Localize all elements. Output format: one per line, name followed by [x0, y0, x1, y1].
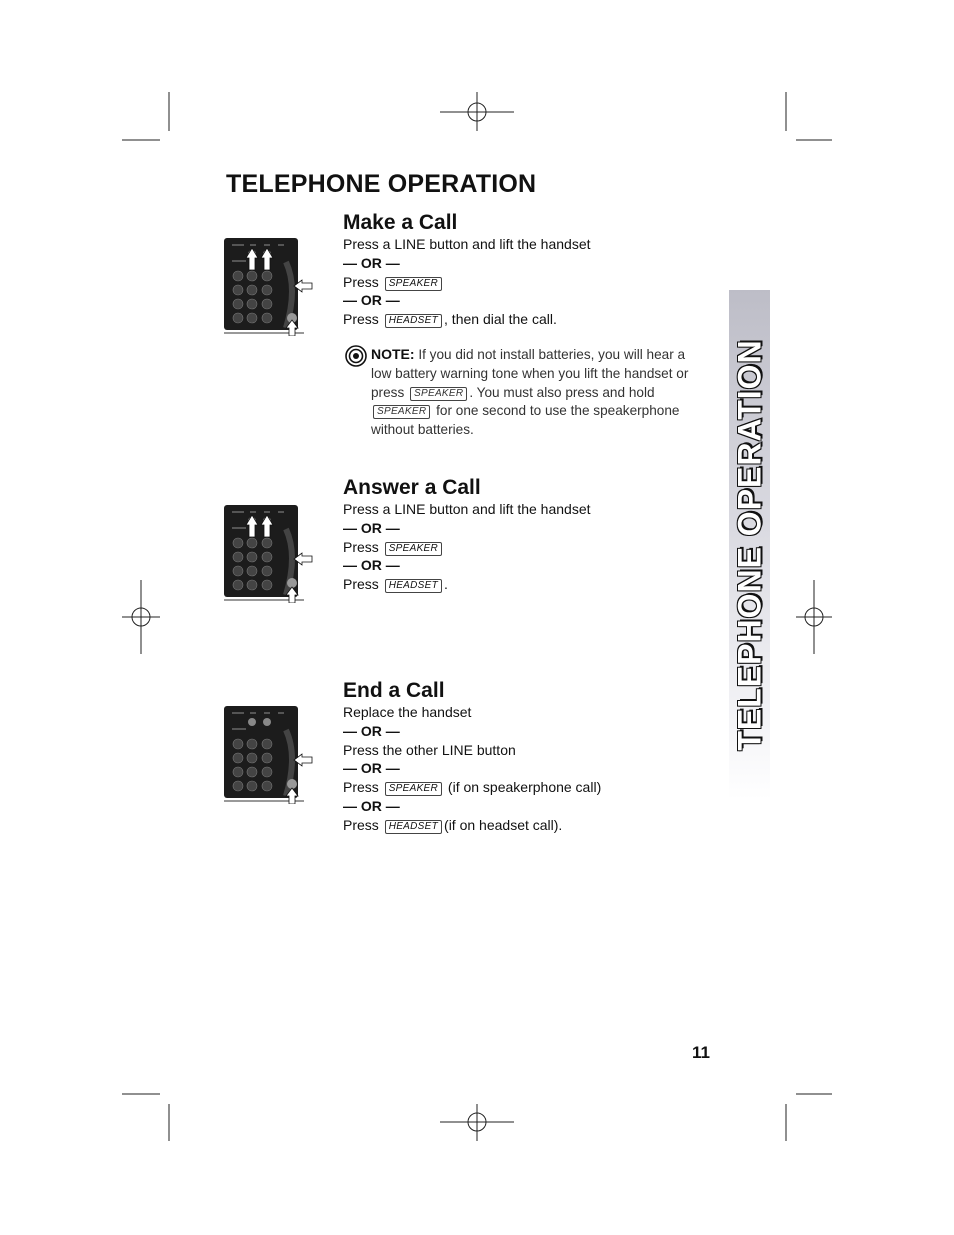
end-call-headset-step	[343, 816, 601, 835]
or-separator: — OR —	[343, 292, 400, 309]
side-tab-label: TELEPHONE OPERATION	[731, 339, 767, 751]
answer-call-headset-step	[343, 575, 591, 594]
phone-keypad-illustration-make-call	[224, 238, 314, 336]
speaker-key: SPEAKER	[385, 782, 442, 796]
note-text-part3: for one second to use the speakerphone without batteries.	[371, 403, 680, 438]
headset-key: HEADSET	[385, 314, 442, 328]
press-text: Press	[343, 576, 379, 593]
speaker-key: SPEAKER	[385, 277, 442, 291]
after-headset-text: .	[444, 576, 448, 593]
press-text: Press	[343, 311, 379, 328]
end-call-speaker-step	[343, 778, 601, 797]
note-text	[371, 345, 695, 440]
or-separator: — OR —	[343, 722, 400, 739]
headset-key: HEADSET	[385, 579, 442, 593]
answer-call-title: Answer a Call	[343, 476, 481, 499]
note-text-part2: . You must also press and hold	[469, 384, 655, 400]
side-tab	[729, 290, 770, 800]
end-call-steps	[343, 703, 601, 835]
make-call-line1: Press a LINE button and lift the handset	[343, 236, 591, 252]
press-text: Press	[343, 273, 379, 290]
or-separator: — OR —	[343, 519, 400, 536]
or-separator: — OR —	[343, 557, 400, 574]
make-call-title: Make a Call	[343, 211, 458, 234]
speaker-key: SPEAKER	[385, 542, 442, 556]
note-text-part1: If you did not install batteries, you will hear a low battery warning tone when you lift the handset or press	[371, 347, 689, 400]
phone-keypad-illustration-end-call	[224, 706, 314, 804]
page-title: TELEPHONE OPERATION	[226, 170, 537, 198]
make-call-speaker-step	[343, 273, 591, 292]
note-target-icon	[345, 345, 367, 367]
or-separator: — OR —	[343, 254, 400, 271]
note-label: NOTE:	[371, 346, 415, 362]
press-text: Press	[343, 779, 379, 796]
speaker-key: SPEAKER	[410, 387, 467, 401]
note-block	[345, 345, 695, 440]
end-call-title: End a Call	[343, 679, 445, 702]
page-number: 11	[692, 1043, 710, 1062]
press-text: Press	[343, 816, 379, 833]
or-separator: — OR —	[343, 760, 400, 777]
answer-call-speaker-step	[343, 538, 591, 557]
end-call-line2: Press the other LINE button	[343, 741, 516, 758]
make-call-steps	[343, 235, 591, 329]
headset-key: HEADSET	[385, 820, 442, 834]
after-headset-text: , then dial the call.	[444, 311, 557, 328]
make-call-headset-step	[343, 310, 591, 329]
answer-call-steps	[343, 500, 591, 594]
after-headset-text: (if on headset call).	[444, 816, 563, 833]
after-speaker-text: (if on speakerphone call)	[444, 779, 602, 796]
speaker-key: SPEAKER	[373, 405, 430, 419]
answer-call-line1: Press a LINE button and lift the handset	[343, 501, 591, 517]
phone-keypad-illustration-answer-call	[224, 505, 314, 603]
end-call-line1: Replace the handset	[343, 704, 472, 720]
press-text: Press	[343, 538, 379, 555]
or-separator: — OR —	[343, 797, 400, 814]
